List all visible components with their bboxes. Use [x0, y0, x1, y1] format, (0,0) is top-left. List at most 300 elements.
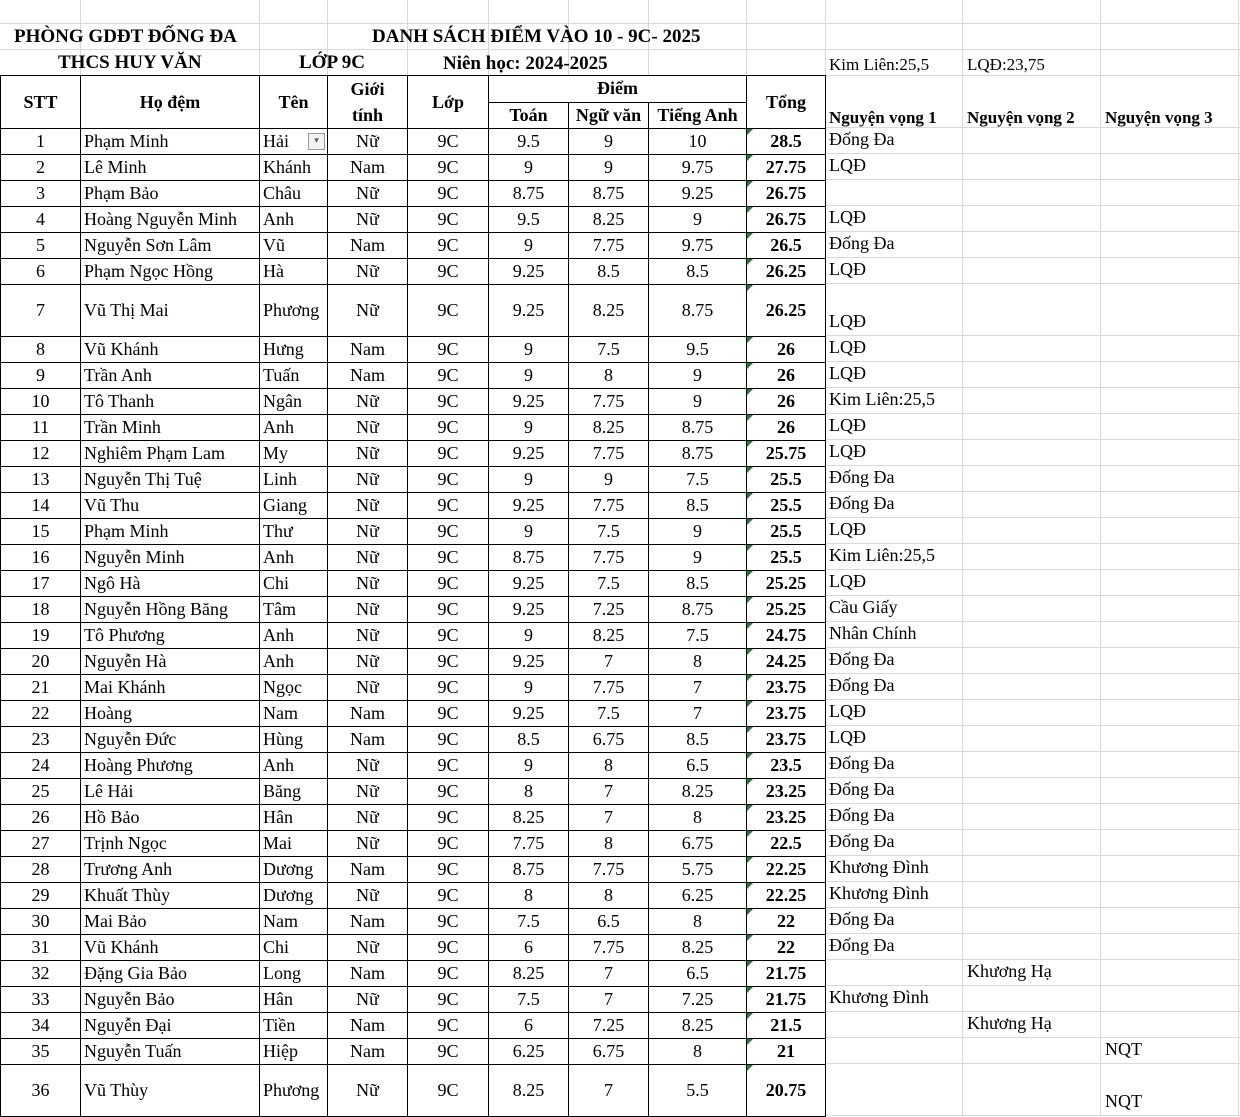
gioi-tinh-cell[interactable] — [328, 207, 408, 233]
nv1-cell[interactable]: Kim Liên:25,5 — [829, 545, 935, 565]
ngu-van-cell[interactable] — [569, 363, 649, 389]
ho-dem-cell[interactable] — [81, 389, 260, 415]
tong-cell[interactable] — [747, 233, 826, 259]
ngu-van-cell[interactable] — [569, 545, 649, 571]
tong-cell[interactable] — [747, 597, 826, 623]
ten-cell[interactable] — [260, 857, 328, 883]
ho-dem-cell[interactable] — [81, 493, 260, 519]
ho-dem-cell[interactable] — [81, 961, 260, 987]
lop-cell[interactable] — [408, 233, 489, 259]
lop-cell[interactable] — [408, 961, 489, 987]
ho-dem-cell[interactable] — [81, 779, 260, 805]
gioi-tinh-cell[interactable] — [328, 493, 408, 519]
ho-dem-cell[interactable] — [81, 649, 260, 675]
toan-cell[interactable] — [489, 389, 569, 415]
tieng-anh-cell[interactable] — [649, 701, 747, 727]
toan-cell[interactable] — [489, 987, 569, 1013]
ngu-van-cell[interactable] — [569, 155, 649, 181]
gioi-tinh-cell[interactable] — [328, 649, 408, 675]
ho-dem-cell[interactable] — [81, 831, 260, 857]
ten-cell[interactable] — [260, 727, 328, 753]
toan-cell[interactable] — [489, 935, 569, 961]
tieng-anh-cell[interactable] — [649, 649, 747, 675]
toan-cell[interactable] — [489, 805, 569, 831]
ngu-van-cell[interactable] — [569, 337, 649, 363]
ngu-van-cell[interactable] — [569, 233, 649, 259]
toan-cell[interactable] — [489, 1039, 569, 1065]
gioi-tinh-cell[interactable] — [328, 363, 408, 389]
ten-cell[interactable] — [260, 207, 328, 233]
stt-cell[interactable] — [1, 363, 81, 389]
nv1-cell[interactable]: Đống Đa — [829, 831, 895, 851]
tong-cell[interactable] — [747, 805, 826, 831]
ho-dem-cell[interactable] — [81, 1039, 260, 1065]
ten-cell[interactable] — [260, 753, 328, 779]
gioi-tinh-cell[interactable] — [328, 805, 408, 831]
stt-cell[interactable] — [1, 389, 81, 415]
tong-cell[interactable] — [747, 493, 826, 519]
tong-cell[interactable] — [747, 259, 826, 285]
stt-cell[interactable] — [1, 597, 81, 623]
toan-cell[interactable] — [489, 779, 569, 805]
tong-cell[interactable] — [747, 207, 826, 233]
toan-cell[interactable] — [489, 883, 569, 909]
ten-cell[interactable] — [260, 337, 328, 363]
nv3-cell[interactable]: NQT — [1105, 1039, 1142, 1059]
toan-cell[interactable] — [489, 571, 569, 597]
tong-cell[interactable] — [747, 727, 826, 753]
tong-cell[interactable] — [747, 883, 826, 909]
gioi-tinh-cell[interactable] — [328, 233, 408, 259]
lop-cell[interactable] — [408, 259, 489, 285]
ho-dem-cell[interactable] — [81, 285, 260, 337]
tong-cell[interactable] — [747, 675, 826, 701]
gioi-tinh-cell[interactable] — [328, 857, 408, 883]
toan-cell[interactable] — [489, 545, 569, 571]
ho-dem-cell[interactable] — [81, 857, 260, 883]
ngu-van-cell[interactable] — [569, 805, 649, 831]
ho-dem-cell[interactable] — [81, 935, 260, 961]
gioi-tinh-cell[interactable] — [328, 597, 408, 623]
ten-cell[interactable] — [260, 961, 328, 987]
ho-dem-cell[interactable] — [81, 623, 260, 649]
stt-cell[interactable] — [1, 155, 81, 181]
tong-cell[interactable] — [747, 779, 826, 805]
tong-cell[interactable] — [747, 1039, 826, 1065]
ten-cell[interactable] — [260, 779, 328, 805]
stt-cell[interactable] — [1, 623, 81, 649]
gioi-tinh-cell[interactable] — [328, 259, 408, 285]
filter-dropdown-icon[interactable]: ▾ — [308, 133, 325, 150]
tieng-anh-cell[interactable] — [649, 441, 747, 467]
tong-cell[interactable] — [747, 545, 826, 571]
tong-cell[interactable] — [747, 1065, 826, 1117]
tieng-anh-cell[interactable] — [649, 285, 747, 337]
gioi-tinh-cell[interactable] — [328, 155, 408, 181]
stt-cell[interactable] — [1, 415, 81, 441]
ho-dem-cell[interactable] — [81, 727, 260, 753]
gioi-tinh-cell[interactable] — [328, 727, 408, 753]
tieng-anh-cell[interactable] — [649, 857, 747, 883]
stt-cell[interactable] — [1, 285, 81, 337]
toan-cell[interactable] — [489, 701, 569, 727]
toan-cell[interactable] — [489, 857, 569, 883]
nv1-cell[interactable]: LQĐ — [829, 259, 866, 279]
ngu-van-cell[interactable] — [569, 1065, 649, 1117]
tong-cell[interactable] — [747, 909, 826, 935]
stt-cell[interactable] — [1, 675, 81, 701]
lop-cell[interactable] — [408, 1013, 489, 1039]
gioi-tinh-cell[interactable] — [328, 467, 408, 493]
stt-cell[interactable] — [1, 987, 81, 1013]
lop-cell[interactable] — [408, 571, 489, 597]
gioi-tinh-cell[interactable] — [328, 519, 408, 545]
ten-cell[interactable] — [260, 129, 328, 155]
lop-cell[interactable] — [408, 155, 489, 181]
tieng-anh-cell[interactable] — [649, 337, 747, 363]
lop-cell[interactable] — [408, 285, 489, 337]
lop-cell[interactable] — [408, 597, 489, 623]
tong-cell[interactable] — [747, 467, 826, 493]
ho-dem-cell[interactable] — [81, 467, 260, 493]
ten-cell[interactable] — [260, 441, 328, 467]
ten-cell[interactable] — [260, 987, 328, 1013]
ho-dem-cell[interactable] — [81, 675, 260, 701]
ho-dem-cell[interactable] — [81, 415, 260, 441]
ten-cell[interactable] — [260, 623, 328, 649]
stt-cell[interactable] — [1, 571, 81, 597]
stt-cell[interactable] — [1, 779, 81, 805]
ngu-van-cell[interactable] — [569, 389, 649, 415]
ten-cell[interactable] — [260, 675, 328, 701]
lop-cell[interactable] — [408, 649, 489, 675]
stt-cell[interactable] — [1, 1013, 81, 1039]
toan-cell[interactable] — [489, 649, 569, 675]
ngu-van-cell[interactable] — [569, 1013, 649, 1039]
tieng-anh-cell[interactable] — [649, 519, 747, 545]
ten-cell[interactable] — [260, 597, 328, 623]
gioi-tinh-cell[interactable] — [328, 831, 408, 857]
stt-cell[interactable] — [1, 129, 81, 155]
toan-cell[interactable] — [489, 155, 569, 181]
toan-cell[interactable] — [489, 181, 569, 207]
ngu-van-cell[interactable] — [569, 675, 649, 701]
tong-cell[interactable] — [747, 987, 826, 1013]
ho-dem-cell[interactable] — [81, 1065, 260, 1117]
stt-cell[interactable] — [1, 727, 81, 753]
tieng-anh-cell[interactable] — [649, 1065, 747, 1117]
toan-cell[interactable] — [489, 623, 569, 649]
lop-cell[interactable] — [408, 909, 489, 935]
tong-cell[interactable] — [747, 441, 826, 467]
nv2-cell[interactable]: Khương Hạ — [967, 961, 1052, 981]
toan-cell[interactable] — [489, 1013, 569, 1039]
ngu-van-cell[interactable] — [569, 727, 649, 753]
nv1-cell[interactable]: Đống Đa — [829, 675, 895, 695]
nv3-cell[interactable]: NQT — [1105, 1091, 1142, 1111]
ho-dem-cell[interactable] — [81, 233, 260, 259]
nv1-cell[interactable]: LQĐ — [829, 311, 866, 331]
tieng-anh-cell[interactable] — [649, 831, 747, 857]
lop-cell[interactable] — [408, 831, 489, 857]
stt-cell[interactable] — [1, 233, 81, 259]
ho-dem-cell[interactable] — [81, 181, 260, 207]
ngu-van-cell[interactable] — [569, 883, 649, 909]
tong-cell[interactable] — [747, 415, 826, 441]
tong-cell[interactable] — [747, 701, 826, 727]
nv1-cell[interactable]: Đống Đa — [829, 467, 895, 487]
nv1-cell[interactable]: LQĐ — [829, 415, 866, 435]
lop-cell[interactable] — [408, 935, 489, 961]
ngu-van-cell[interactable] — [569, 831, 649, 857]
nv1-cell[interactable]: Đống Đa — [829, 233, 895, 253]
toan-cell[interactable] — [489, 363, 569, 389]
nv1-cell[interactable]: Khương Đình — [829, 857, 929, 877]
tieng-anh-cell[interactable] — [649, 597, 747, 623]
lop-cell[interactable] — [408, 207, 489, 233]
ten-cell[interactable] — [260, 233, 328, 259]
gioi-tinh-cell[interactable] — [328, 285, 408, 337]
ngu-van-cell[interactable] — [569, 285, 649, 337]
nv2-cell[interactable]: Khương Hạ — [967, 1013, 1052, 1033]
lop-cell[interactable] — [408, 805, 489, 831]
stt-cell[interactable] — [1, 181, 81, 207]
stt-cell[interactable] — [1, 259, 81, 285]
nv1-cell[interactable]: Khương Đình — [829, 987, 929, 1007]
tieng-anh-cell[interactable] — [649, 259, 747, 285]
ngu-van-cell[interactable] — [569, 129, 649, 155]
gioi-tinh-cell[interactable] — [328, 753, 408, 779]
nv1-cell[interactable]: Đống Đa — [829, 493, 895, 513]
ho-dem-cell[interactable] — [81, 441, 260, 467]
ho-dem-cell[interactable] — [81, 571, 260, 597]
tieng-anh-cell[interactable] — [649, 571, 747, 597]
tong-cell[interactable] — [747, 935, 826, 961]
ngu-van-cell[interactable] — [569, 935, 649, 961]
stt-cell[interactable] — [1, 545, 81, 571]
nv1-cell[interactable]: Đống Đa — [829, 909, 895, 929]
ten-cell[interactable] — [260, 415, 328, 441]
ngu-van-cell[interactable] — [569, 909, 649, 935]
toan-cell[interactable] — [489, 753, 569, 779]
tong-cell[interactable] — [747, 753, 826, 779]
nv1-cell[interactable]: LQĐ — [829, 363, 866, 383]
stt-cell[interactable] — [1, 961, 81, 987]
toan-cell[interactable] — [489, 285, 569, 337]
gioi-tinh-cell[interactable] — [328, 701, 408, 727]
tieng-anh-cell[interactable] — [649, 207, 747, 233]
ngu-van-cell[interactable] — [569, 415, 649, 441]
gioi-tinh-cell[interactable] — [328, 415, 408, 441]
tong-cell[interactable] — [747, 857, 826, 883]
toan-cell[interactable] — [489, 961, 569, 987]
toan-cell[interactable] — [489, 233, 569, 259]
tieng-anh-cell[interactable] — [649, 909, 747, 935]
gioi-tinh-cell[interactable] — [328, 129, 408, 155]
tong-cell[interactable] — [747, 571, 826, 597]
ten-cell[interactable] — [260, 909, 328, 935]
nv1-cell[interactable]: Nhân Chính — [829, 623, 917, 643]
ten-cell[interactable] — [260, 467, 328, 493]
tong-cell[interactable] — [747, 155, 826, 181]
gioi-tinh-cell[interactable] — [328, 779, 408, 805]
gioi-tinh-cell[interactable] — [328, 181, 408, 207]
tong-cell[interactable] — [747, 649, 826, 675]
ho-dem-cell[interactable] — [81, 259, 260, 285]
gioi-tinh-cell[interactable] — [328, 883, 408, 909]
tong-cell[interactable] — [747, 285, 826, 337]
lop-cell[interactable] — [408, 337, 489, 363]
gioi-tinh-cell[interactable] — [328, 389, 408, 415]
ten-cell[interactable] — [260, 1039, 328, 1065]
gioi-tinh-cell[interactable] — [328, 441, 408, 467]
gioi-tinh-cell[interactable] — [328, 1065, 408, 1117]
tong-cell[interactable] — [747, 389, 826, 415]
tieng-anh-cell[interactable] — [649, 1013, 747, 1039]
tieng-anh-cell[interactable] — [649, 727, 747, 753]
tieng-anh-cell[interactable] — [649, 623, 747, 649]
ten-cell[interactable] — [260, 493, 328, 519]
gioi-tinh-cell[interactable] — [328, 987, 408, 1013]
tieng-anh-cell[interactable] — [649, 805, 747, 831]
tieng-anh-cell[interactable] — [649, 415, 747, 441]
gioi-tinh-cell[interactable] — [328, 935, 408, 961]
nv1-cell[interactable]: Đống Đa — [829, 935, 895, 955]
toan-cell[interactable] — [489, 337, 569, 363]
ten-cell[interactable] — [260, 831, 328, 857]
nv1-cell[interactable]: Đống Đa — [829, 805, 895, 825]
ho-dem-cell[interactable] — [81, 753, 260, 779]
ten-cell[interactable] — [260, 805, 328, 831]
nv1-cell[interactable]: LQĐ — [829, 337, 866, 357]
ngu-van-cell[interactable] — [569, 493, 649, 519]
tieng-anh-cell[interactable] — [649, 233, 747, 259]
ho-dem-cell[interactable] — [81, 337, 260, 363]
ngu-van-cell[interactable] — [569, 753, 649, 779]
nv1-cell[interactable]: Đống Đa — [829, 779, 895, 799]
toan-cell[interactable] — [489, 727, 569, 753]
tong-cell[interactable] — [747, 181, 826, 207]
stt-cell[interactable] — [1, 805, 81, 831]
lop-cell[interactable] — [408, 389, 489, 415]
tieng-anh-cell[interactable] — [649, 753, 747, 779]
ngu-van-cell[interactable] — [569, 519, 649, 545]
nv1-cell[interactable]: LQĐ — [829, 727, 866, 747]
nv1-cell[interactable]: LQĐ — [829, 207, 866, 227]
lop-cell[interactable] — [408, 493, 489, 519]
ten-cell[interactable] — [260, 571, 328, 597]
ten-cell[interactable] — [260, 1065, 328, 1117]
tong-cell[interactable] — [747, 961, 826, 987]
nv1-cell[interactable]: LQĐ — [829, 701, 866, 721]
tieng-anh-cell[interactable] — [649, 987, 747, 1013]
gioi-tinh-cell[interactable] — [328, 961, 408, 987]
stt-cell[interactable] — [1, 519, 81, 545]
ngu-van-cell[interactable] — [569, 649, 649, 675]
ten-cell[interactable] — [260, 285, 328, 337]
stt-cell[interactable] — [1, 207, 81, 233]
gioi-tinh-cell[interactable] — [328, 909, 408, 935]
ten-cell[interactable] — [260, 181, 328, 207]
toan-cell[interactable] — [489, 1065, 569, 1117]
gioi-tinh-cell[interactable] — [328, 1013, 408, 1039]
lop-cell[interactable] — [408, 181, 489, 207]
stt-cell[interactable] — [1, 1039, 81, 1065]
ngu-van-cell[interactable] — [569, 1039, 649, 1065]
ho-dem-cell[interactable] — [81, 987, 260, 1013]
stt-cell[interactable] — [1, 857, 81, 883]
tieng-anh-cell[interactable] — [649, 1039, 747, 1065]
tieng-anh-cell[interactable] — [649, 493, 747, 519]
ngu-van-cell[interactable] — [569, 961, 649, 987]
tong-cell[interactable] — [747, 1013, 826, 1039]
tieng-anh-cell[interactable] — [649, 181, 747, 207]
ho-dem-cell[interactable] — [81, 883, 260, 909]
stt-cell[interactable] — [1, 935, 81, 961]
ho-dem-cell[interactable] — [81, 363, 260, 389]
toan-cell[interactable] — [489, 909, 569, 935]
stt-cell[interactable] — [1, 467, 81, 493]
lop-cell[interactable] — [408, 727, 489, 753]
stt-cell[interactable] — [1, 441, 81, 467]
toan-cell[interactable] — [489, 441, 569, 467]
lop-cell[interactable] — [408, 753, 489, 779]
tieng-anh-cell[interactable] — [649, 675, 747, 701]
lop-cell[interactable] — [408, 129, 489, 155]
ngu-van-cell[interactable] — [569, 701, 649, 727]
toan-cell[interactable] — [489, 207, 569, 233]
tieng-anh-cell[interactable] — [649, 129, 747, 155]
gioi-tinh-cell[interactable] — [328, 545, 408, 571]
nv1-cell[interactable]: Đống Đa — [829, 649, 895, 669]
lop-cell[interactable] — [408, 519, 489, 545]
ho-dem-cell[interactable] — [81, 701, 260, 727]
ho-dem-cell[interactable] — [81, 207, 260, 233]
tong-cell[interactable] — [747, 519, 826, 545]
tieng-anh-cell[interactable] — [649, 779, 747, 805]
stt-cell[interactable] — [1, 1065, 81, 1117]
gioi-tinh-cell[interactable] — [328, 337, 408, 363]
ngu-van-cell[interactable] — [569, 779, 649, 805]
lop-cell[interactable] — [408, 363, 489, 389]
tong-cell[interactable] — [747, 337, 826, 363]
ten-cell[interactable] — [260, 883, 328, 909]
stt-cell[interactable] — [1, 337, 81, 363]
ten-cell[interactable] — [260, 389, 328, 415]
lop-cell[interactable] — [408, 779, 489, 805]
tong-cell[interactable] — [747, 831, 826, 857]
toan-cell[interactable] — [489, 259, 569, 285]
ten-cell[interactable] — [260, 363, 328, 389]
lop-cell[interactable] — [408, 467, 489, 493]
lop-cell[interactable] — [408, 623, 489, 649]
tieng-anh-cell[interactable] — [649, 155, 747, 181]
stt-cell[interactable] — [1, 883, 81, 909]
ho-dem-cell[interactable] — [81, 909, 260, 935]
ngu-van-cell[interactable] — [569, 181, 649, 207]
ngu-van-cell[interactable] — [569, 857, 649, 883]
ten-cell[interactable] — [260, 519, 328, 545]
tong-cell[interactable] — [747, 363, 826, 389]
tong-cell[interactable] — [747, 129, 826, 155]
nv1-cell[interactable]: Đống Đa — [829, 129, 895, 149]
tieng-anh-cell[interactable] — [649, 935, 747, 961]
lop-cell[interactable] — [408, 857, 489, 883]
stt-cell[interactable] — [1, 701, 81, 727]
nv1-cell[interactable]: Cầu Giấy — [829, 597, 898, 617]
gioi-tinh-cell[interactable] — [328, 623, 408, 649]
stt-cell[interactable] — [1, 909, 81, 935]
